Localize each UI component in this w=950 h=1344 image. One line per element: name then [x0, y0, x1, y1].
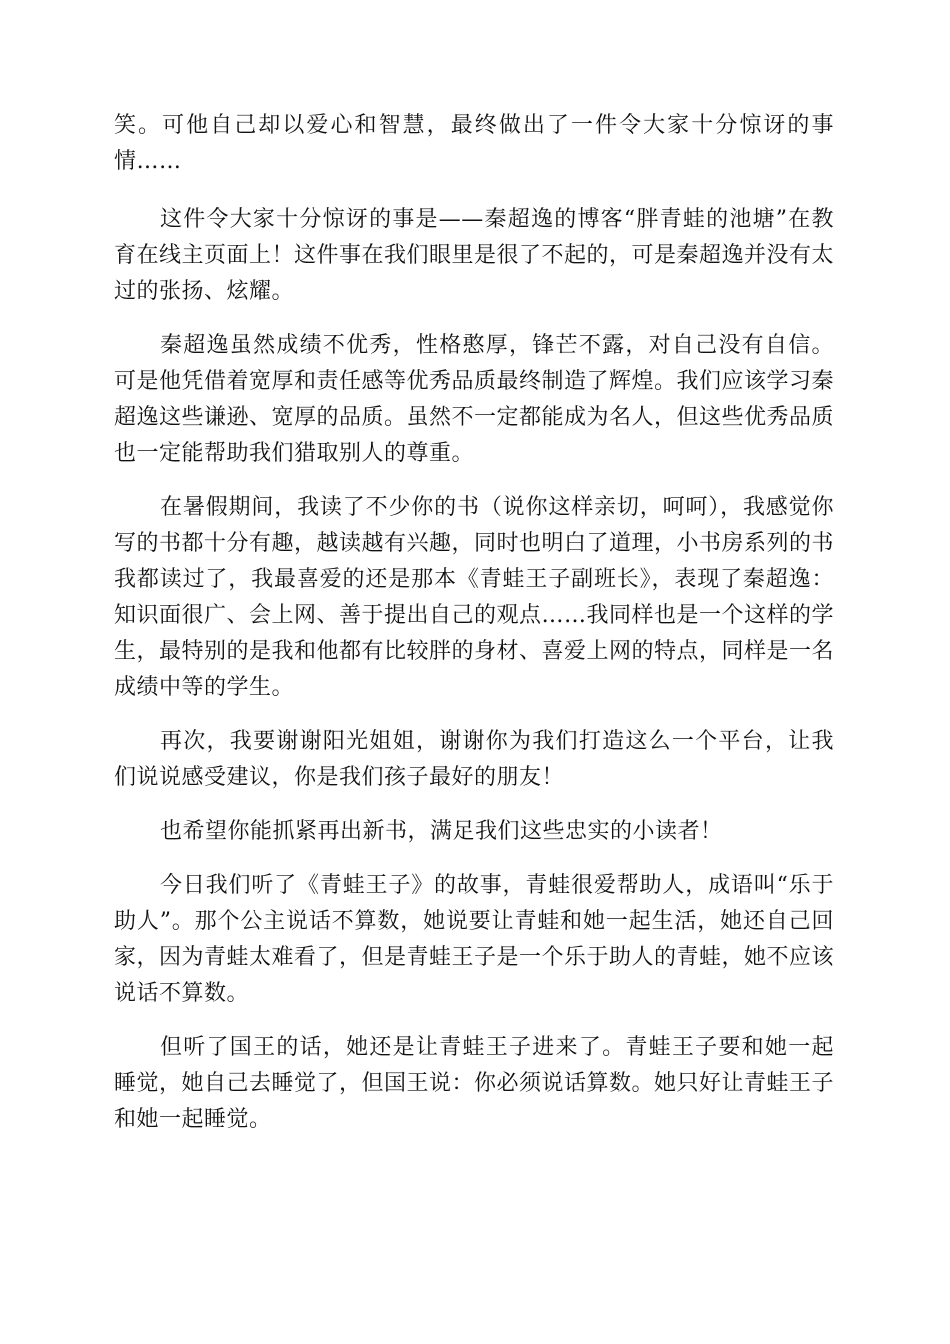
paragraph-2: 这件令大家十分惊讶的事是——秦超逸的博客“胖青蛙的池塘”在教育在线主页面上！这件事在我们眼里是很了不起的，可是秦超逸并没有太过的张扬、炫耀。 [114, 207, 835, 304]
paragraph-7: 今日我们听了《青蛙王子》的故事，青蛙很爱帮助人，成语叫“乐于助人”。那个公主说话不算数，她说要让青蛙和她一起生活，她还自己回家，因为青蛙太难看了，但是青蛙王子是一个乐于助人的青蛙，她不应该说话不算数。 [114, 873, 835, 1006]
paragraph-6: 也希望你能抓紧再出新书，满足我们这些忠实的小读者！ [160, 819, 723, 844]
paragraph-5: 再次，我要谢谢阳光姐姐，谢谢你为我们打造这么一个平台，让我们说说感受建议，你是我们孩子最好的朋友！ [114, 729, 834, 790]
paragraph-3: 秦超逸虽然成绩不优秀，性格憨厚，锋芒不露，对自己没有自信。可是他凭借着宽厚和责任感等优秀品质最终制造了辉煌。我们应该学习秦超逸这些谦逊、宽厚的品质。虽然不一定都能成为名人，但这些优秀品质也一定能帮助我们猎取别人的尊重。 [114, 333, 835, 466]
paragraph-8: 但听了国王的话，她还是让青蛙王子进来了。青蛙王子要和她一起睡觉，她自己去睡觉了，但国王说：你必须说话算数。她只好让青蛙王子和她一起睡觉。 [114, 1035, 835, 1132]
paragraph-4: 在暑假期间，我读了不少你的书（说你这样亲切，呵呵），我感觉你写的书都十分有趣，越读越有兴趣，同时也明白了道理，小书房系列的书我都读过了，我最喜爱的还是那本《青蛙王子副班长》，表现了秦超逸：知识面很广、会上网、善于提出自己的观点……我同样也是一个这样的学生，最特别的是我和他都有比较胖的身材、喜爱上网的特点，同样是一名成绩中等的学生。 [114, 495, 835, 700]
paragraph-1: 笑。可他自己却以爱心和智慧，最终做出了一件令大家十分惊讶的事情…… [114, 113, 834, 174]
document-page [114, 108, 834, 1138]
